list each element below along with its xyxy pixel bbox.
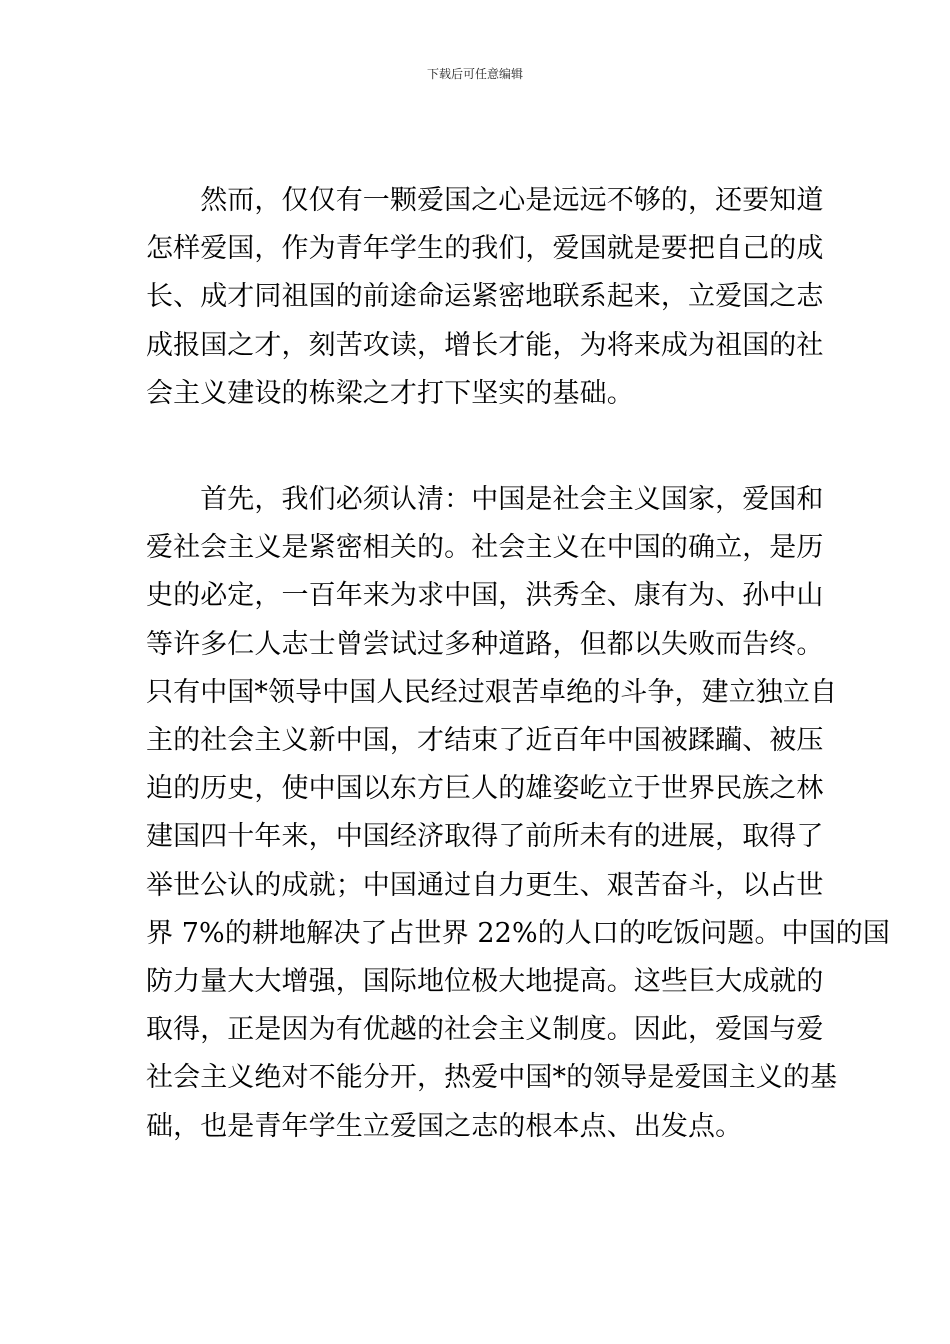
paragraph-line: 长、成才同祖国的前途命运紧密地联系起来，立爱国之志: [146, 281, 824, 313]
paragraph-line: 社会主义绝对不能分开，热爱中国*的领导是爱国主义的基: [146, 1062, 838, 1094]
paragraph-line: 础，也是青年学生立爱国之志的根本点、出发点。: [146, 1110, 743, 1142]
paragraph-line: 举世公认的成就；中国通过自力更生、艰苦奋斗，以占世: [146, 869, 824, 901]
paragraph-1: [146, 177, 824, 418]
paragraph-2: [146, 476, 891, 1151]
paragraph-line: 建国四十年来，中国经济取得了前所未有的进展，取得了: [146, 821, 824, 853]
paragraph-line: 史的必定，一百年来为求中国，洪秀全、康有为、孙中山: [146, 580, 824, 612]
paragraph-line: 会主义建设的栋梁之才打下坚实的基础。: [146, 377, 634, 409]
paragraph-line: 怎样爱国，作为青年学生的我们，爱国就是要把自己的成: [146, 233, 824, 265]
page-header: 下载后可任意编辑: [426, 67, 523, 81]
paragraph-line: 只有中国*领导中国人民经过艰苦卓绝的斗争，建立独立自: [146, 676, 838, 708]
paragraph-line: 爱社会主义是紧密相关的。社会主义在中国的确立，是历: [146, 532, 824, 564]
paragraph-line: 然而，仅仅有一颗爱国之心是远远不够的，还要知道: [146, 185, 824, 216]
paragraph-line: 界 7%的耕地解决了占世界 22%的人口的吃饭问题。中国的国: [146, 917, 891, 949]
paragraph-line: 迫的历史，使中国以东方巨人的雄姿屹立于世界民族之林: [146, 773, 824, 805]
document-body: [146, 177, 891, 1151]
paragraph-line: 等许多仁人志士曾尝试过多种道路，但都以失败而告终。: [146, 628, 824, 660]
paragraph-spacer: [146, 418, 806, 476]
paragraph-line: 防力量大大增强，国际地位极大地提高。这些巨大成就的: [146, 966, 824, 998]
paragraph-line: 首先，我们必须认清：中国是社会主义国家，爱国和: [146, 484, 824, 516]
paragraph-line: 成报国之才，刻苦攻读，增长才能，为将来成为祖国的社: [146, 329, 824, 361]
paragraph-line: 主的社会主义新中国，才结束了近百年中国被蹂躏、被压: [146, 725, 824, 757]
paragraph-line: 取得，正是因为有优越的社会主义制度。因此，爱国与爱: [146, 1014, 824, 1046]
